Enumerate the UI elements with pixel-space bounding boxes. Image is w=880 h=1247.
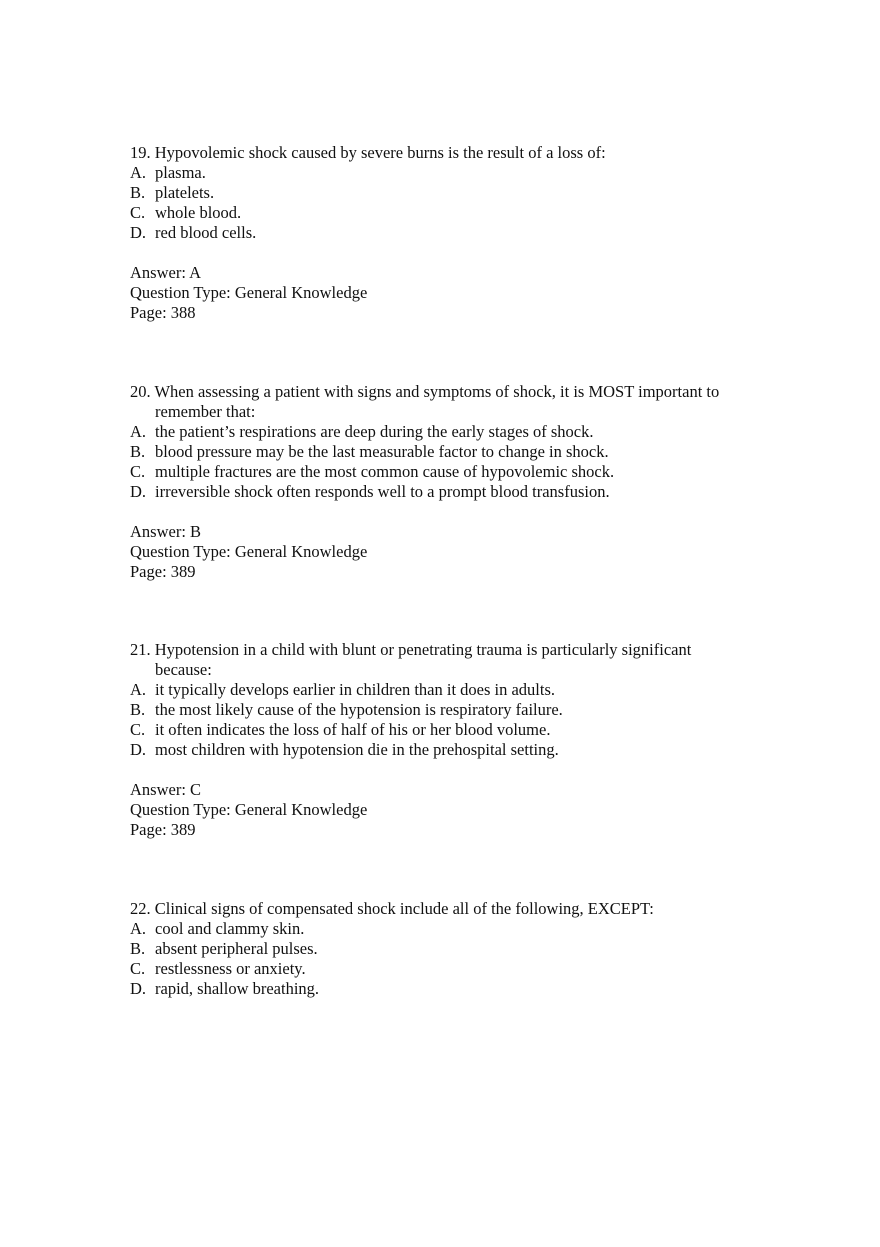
option-text: red blood cells.	[155, 223, 257, 242]
option-text: restlessness or anxiety.	[155, 959, 306, 978]
option-d	[130, 223, 770, 243]
option-a	[130, 422, 770, 442]
option-d	[130, 979, 770, 999]
page-line: Page: 388	[130, 303, 196, 322]
option-c	[130, 462, 770, 482]
option-letter: B.	[130, 939, 146, 958]
option-c	[130, 203, 770, 223]
option-letter: D.	[130, 223, 147, 242]
option-b	[130, 700, 770, 720]
page-line: Page: 389	[130, 562, 196, 581]
question-type-line: Question Type: General Knowledge	[130, 800, 368, 819]
question-type-line: Question Type: General Knowledge	[130, 542, 368, 561]
answer-line: Answer: C	[130, 780, 202, 799]
option-text: blood pressure may be the last measurable factor to change in shock.	[155, 442, 609, 461]
option-letter: B.	[130, 442, 146, 461]
question-stem-text: 21. Hypotension in a child with blunt or penetrating trauma is particularly significant	[130, 640, 692, 659]
option-letter: B.	[130, 700, 146, 719]
option-b	[130, 442, 770, 462]
question-stem-text: 20. When assessing a patient with signs and symptoms of shock, it is MOST important to	[130, 382, 720, 401]
question-21	[130, 640, 770, 840]
option-c	[130, 720, 770, 740]
question-22	[130, 899, 770, 999]
option-text: the patient’s respirations are deep during the early stages of shock.	[155, 422, 594, 441]
question-stem-text: 22. Clinical signs of compensated shock include all of the following, EXCEPT:	[130, 899, 654, 918]
option-d	[130, 740, 770, 760]
option-b	[130, 183, 770, 203]
option-text: plasma.	[155, 163, 206, 182]
question-stem	[130, 899, 770, 919]
option-text: absent peripheral pulses.	[155, 939, 318, 958]
option-letter: C.	[130, 203, 146, 222]
option-d	[130, 482, 770, 502]
option-letter: C.	[130, 959, 146, 978]
option-letter: D.	[130, 482, 147, 501]
option-text: it typically develops earlier in children than it does in adults.	[155, 680, 556, 699]
question-20	[130, 382, 770, 582]
question-stem	[130, 640, 770, 680]
option-text: irreversible shock often responds well to a prompt blood transfusion.	[155, 482, 610, 501]
answer-block	[130, 522, 770, 582]
option-a	[130, 163, 770, 183]
option-letter: C.	[130, 720, 146, 739]
answer-block	[130, 780, 770, 840]
option-letter: B.	[130, 183, 146, 202]
answer-block	[130, 263, 770, 323]
option-text: it often indicates the loss of half of his or her blood volume.	[155, 720, 551, 739]
option-letter: C.	[130, 462, 146, 481]
option-letter: D.	[130, 740, 147, 759]
option-letter: A.	[130, 163, 147, 182]
question-stem-text: 19. Hypovolemic shock caused by severe burns is the result of a loss of:	[130, 143, 606, 162]
option-text: cool and clammy skin.	[155, 919, 305, 938]
option-letter: A.	[130, 919, 147, 938]
question-19	[130, 143, 770, 323]
option-text: platelets.	[155, 183, 215, 202]
question-stem	[130, 143, 770, 163]
option-text: the most likely cause of the hypotension is respiratory failure.	[155, 700, 563, 719]
question-stem-continuation: remember that:	[155, 402, 256, 421]
option-a	[130, 680, 770, 700]
option-letter: A.	[130, 422, 147, 441]
option-text: multiple fractures are the most common cause of hypovolemic shock.	[155, 462, 615, 481]
option-b	[130, 939, 770, 959]
page-line: Page: 389	[130, 820, 196, 839]
answer-line: Answer: A	[130, 263, 202, 282]
option-letter: A.	[130, 680, 147, 699]
question-stem	[130, 382, 770, 422]
question-stem-continuation: because:	[155, 660, 212, 679]
question-type-line: Question Type: General Knowledge	[130, 283, 368, 302]
answer-line: Answer: B	[130, 522, 202, 541]
option-c	[130, 959, 770, 979]
option-text: whole blood.	[155, 203, 242, 222]
option-text: rapid, shallow breathing.	[155, 979, 320, 998]
option-letter: D.	[130, 979, 147, 998]
option-text: most children with hypotension die in the prehospital setting.	[155, 740, 559, 759]
option-a	[130, 919, 770, 939]
